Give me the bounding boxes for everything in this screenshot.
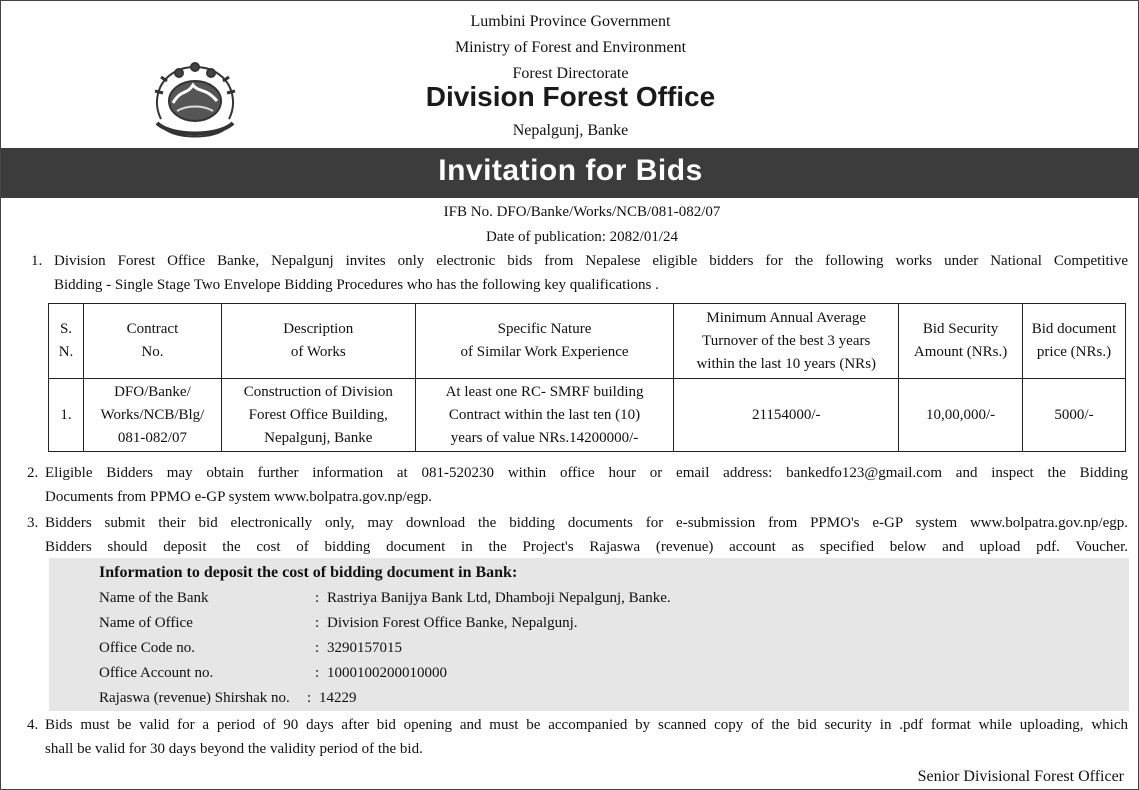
table-row xyxy=(49,379,1126,452)
ifb-number: IFB No. DFO/Banke/Works/NCB/081-082/07 xyxy=(443,204,721,220)
table-header-row xyxy=(49,304,1126,379)
bank-colon: : xyxy=(315,665,320,681)
bank-colon: : xyxy=(315,615,320,631)
cell-bid-security: 10,00,000/- xyxy=(899,379,1023,452)
cell-turnover: 21154000/- xyxy=(674,379,899,452)
bids-table xyxy=(48,303,1126,452)
paragraph-line: Division Forest Office Banke, Nepalgunj invites only electronic bids from Nepalese eligible bidders for the following works under National Competitive xyxy=(54,253,1128,269)
paragraph-line: Bidders should deposit the cost of bidding document in the Project's Rajaswa (revenue) account as specified below and upload pdf. Voucher. xyxy=(45,539,1128,555)
paragraph-4 xyxy=(45,713,1128,761)
paragraph-line: Bids must be valid for a period of 90 days after bid opening and must be accompanied by scanned copy of the bid security in .pdf format while uploading, which xyxy=(45,717,1128,733)
header-specific-nature: Specific Nature of Similar Work Experience xyxy=(415,304,674,379)
shirshak-no-label: Rajaswa (revenue) Shirshak no. xyxy=(99,690,290,706)
bank-colon: : xyxy=(315,590,320,606)
header-doc-price: Bid document price (NRs.) xyxy=(1023,304,1126,379)
publication-date: Date of publication: 2082/01/24 xyxy=(485,229,679,245)
bank-colon: : xyxy=(315,640,320,656)
office-title: Division Forest Office xyxy=(425,81,716,112)
paragraph-line: Bidders submit their bid electronically only, may download the bidding documents for e-submission from PPMO's e-GP system www.bolpatra.gov.np/egp. xyxy=(45,515,1128,531)
province-name: Lumbini Province Government xyxy=(470,13,671,30)
office-name-label: Name of Office xyxy=(99,615,193,631)
account-no-value: 1000100200010000 xyxy=(327,665,447,681)
cell-specific-nature: At least one RC- SMRF building Contract within the last ten (10) years of value NRs.14200000/- xyxy=(415,379,674,452)
paragraph-1 xyxy=(54,249,1128,297)
bank-name-label: Name of the Bank xyxy=(99,590,209,606)
ministry-name: Ministry of Forest and Environment xyxy=(454,39,687,56)
header-sn: S. N. xyxy=(49,304,84,379)
cell-sn: 1. xyxy=(49,379,84,452)
office-location: Nepalgunj, Banke xyxy=(512,122,629,139)
cell-contract-no: DFO/Banke/ Works/NCB/Blg/ 081-082/07 xyxy=(83,379,221,452)
account-no-label: Office Account no. xyxy=(99,665,214,681)
header-turnover: Minimum Annual Average Turnover of the best 3 years within the last 10 years (NRs) xyxy=(674,304,899,379)
paragraph-line: shall be valid for 30 days beyond the validity period of the bid. xyxy=(45,741,423,757)
paragraph-line: Bidding - Single Stage Two Envelope Bidding Procedures who has the following key qualifications . xyxy=(54,277,659,293)
item-number: 1. xyxy=(31,253,43,269)
header-contract-no: Contract No. xyxy=(83,304,221,379)
shirshak-no-value: 14229 xyxy=(319,690,357,706)
office-code-label: Office Code no. xyxy=(99,640,195,656)
header-bid-security: Bid Security Amount (NRs.) xyxy=(899,304,1023,379)
bank-colon: : xyxy=(307,690,312,706)
bank-info-title: Information to deposit the cost of bidding document in Bank: xyxy=(99,564,518,581)
cell-description: Construction of Division Forest Office Building, Nepalgunj, Banke xyxy=(221,379,415,452)
signatory-title: Senior Divisional Forest Officer xyxy=(917,768,1124,785)
item-number: 2. xyxy=(27,465,39,481)
paragraph-line: Documents from PPMO e-GP system www.bolpatra.gov.np/egp. xyxy=(45,489,433,505)
office-code-value: 3290157015 xyxy=(327,640,402,656)
paragraph-line: Eligible Bidders may obtain further information at 081-520230 within office hour or email address: bankedfo123@gmail.com and inspect the Bidding xyxy=(45,465,1128,481)
bank-name-value: Rastriya Banijya Bank Ltd, Dhamboji Nepalgunj, Banke. xyxy=(327,590,671,606)
paragraph-3 xyxy=(45,511,1128,559)
cell-doc-price: 5000/- xyxy=(1023,379,1126,452)
office-name-value: Division Forest Office Banke, Nepalgunj. xyxy=(327,615,578,631)
directorate-name: Forest Directorate xyxy=(512,65,629,82)
notice-title: Invitation for Bids xyxy=(438,154,703,187)
item-number: 4. xyxy=(27,717,39,733)
paragraph-2 xyxy=(45,461,1128,509)
header-description: Description of Works xyxy=(221,304,415,379)
item-number: 3. xyxy=(27,515,39,531)
